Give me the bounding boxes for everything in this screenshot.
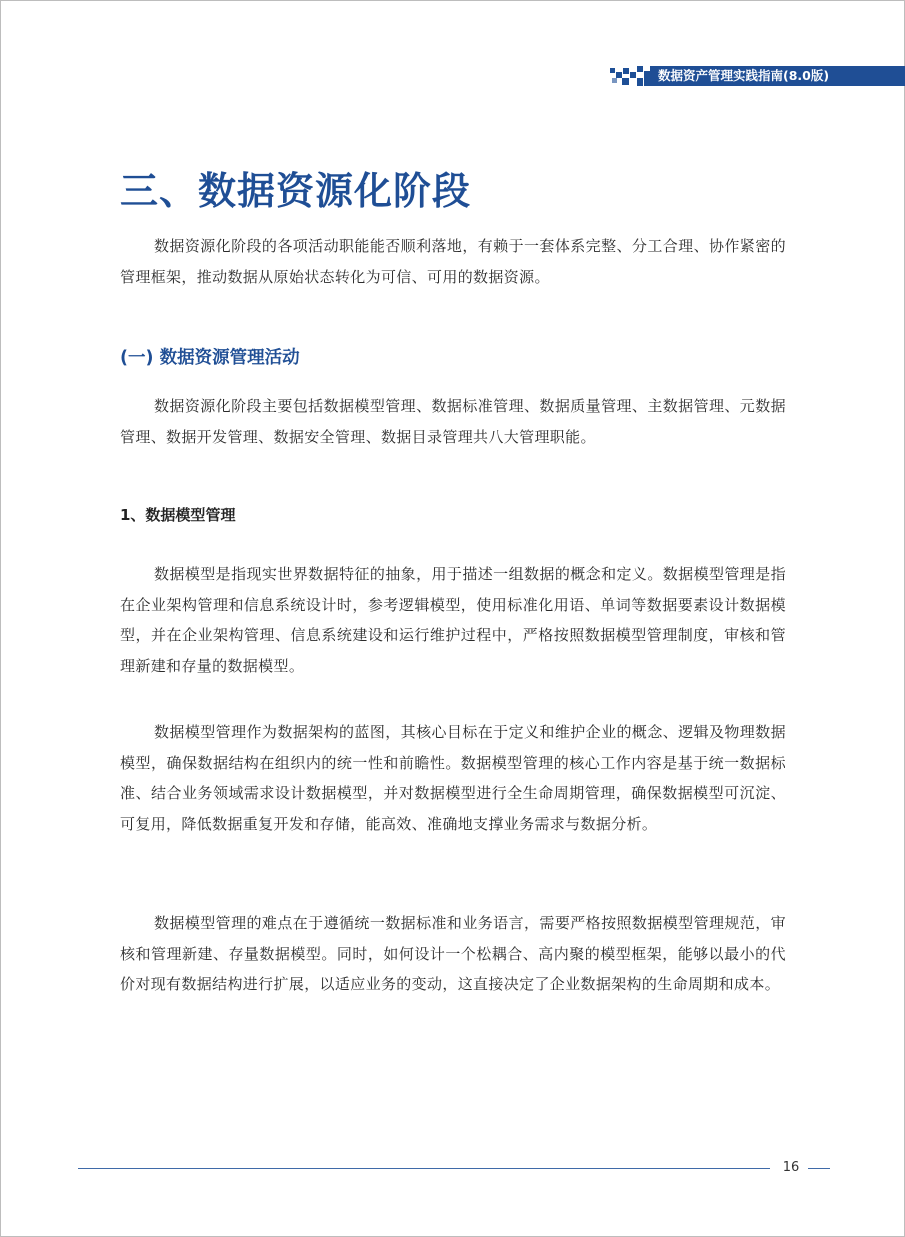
pixel-logo-icon bbox=[610, 66, 650, 86]
chapter-title: 三、数据资源化阶段 bbox=[120, 169, 472, 213]
header-title: 数据资产管理实践指南(8.0版) bbox=[650, 66, 905, 86]
body-paragraph: 数据模型管理作为数据架构的蓝图，其核心目标在于定义和维护企业的概念、逻辑及物理数据模型，确保数据结构在组织内的统一性和前瞻性。数据模型管理的核心工作内容是基于统一数据标准、结合业务领域需求设计数据模型，并对数据模型进行全生命周期管理，确保数据模型可沉淀、可复用，降低数据重复开发和存储，能高效、准确地支撑业务需求与数据分析。 bbox=[120, 723, 786, 833]
header-banner bbox=[610, 66, 905, 86]
subsection-title: 1、数据模型管理 bbox=[120, 506, 236, 524]
section-intro-paragraph: 数据资源化阶段主要包括数据模型管理、数据标准管理、数据质量管理、主数据管理、元数据管理、数据开发管理、数据安全管理、数据目录管理共八大管理职能。 bbox=[120, 397, 786, 446]
body-paragraph: 数据模型管理的难点在于遵循统一数据标准和业务语言，需要严格按照数据模型管理规范，审核和管理新建、存量数据模型。同时，如何设计一个松耦合、高内聚的模型框架，能够以最小的代价对现有数据结构进行扩展，以适应业务的变动，这直接决定了企业数据架构的生命周期和成本。 bbox=[120, 914, 786, 993]
footer-rule bbox=[78, 1168, 770, 1169]
body-paragraph: 数据模型是指现实世界数据特征的抽象，用于描述一组数据的概念和定义。数据模型管理是指在企业架构管理和信息系统设计时，参考逻辑模型，使用标准化用语、单词等数据要素设计数据模型，并在企业架构管理、信息系统建设和运行维护过程中，严格按照数据模型管理制度，审核和管理新建和存量的数据模型。 bbox=[120, 565, 786, 675]
footer-rule bbox=[808, 1168, 830, 1169]
chapter-intro-paragraph: 数据资源化阶段的各项活动职能能否顺利落地，有赖于一套体系完整、分工合理、协作紧密的管理框架，推动数据从原始状态转化为可信、可用的数据资源。 bbox=[120, 237, 786, 286]
page-number: 16 bbox=[782, 1160, 800, 1175]
section-title: (一) 数据资源管理活动 bbox=[120, 348, 300, 368]
